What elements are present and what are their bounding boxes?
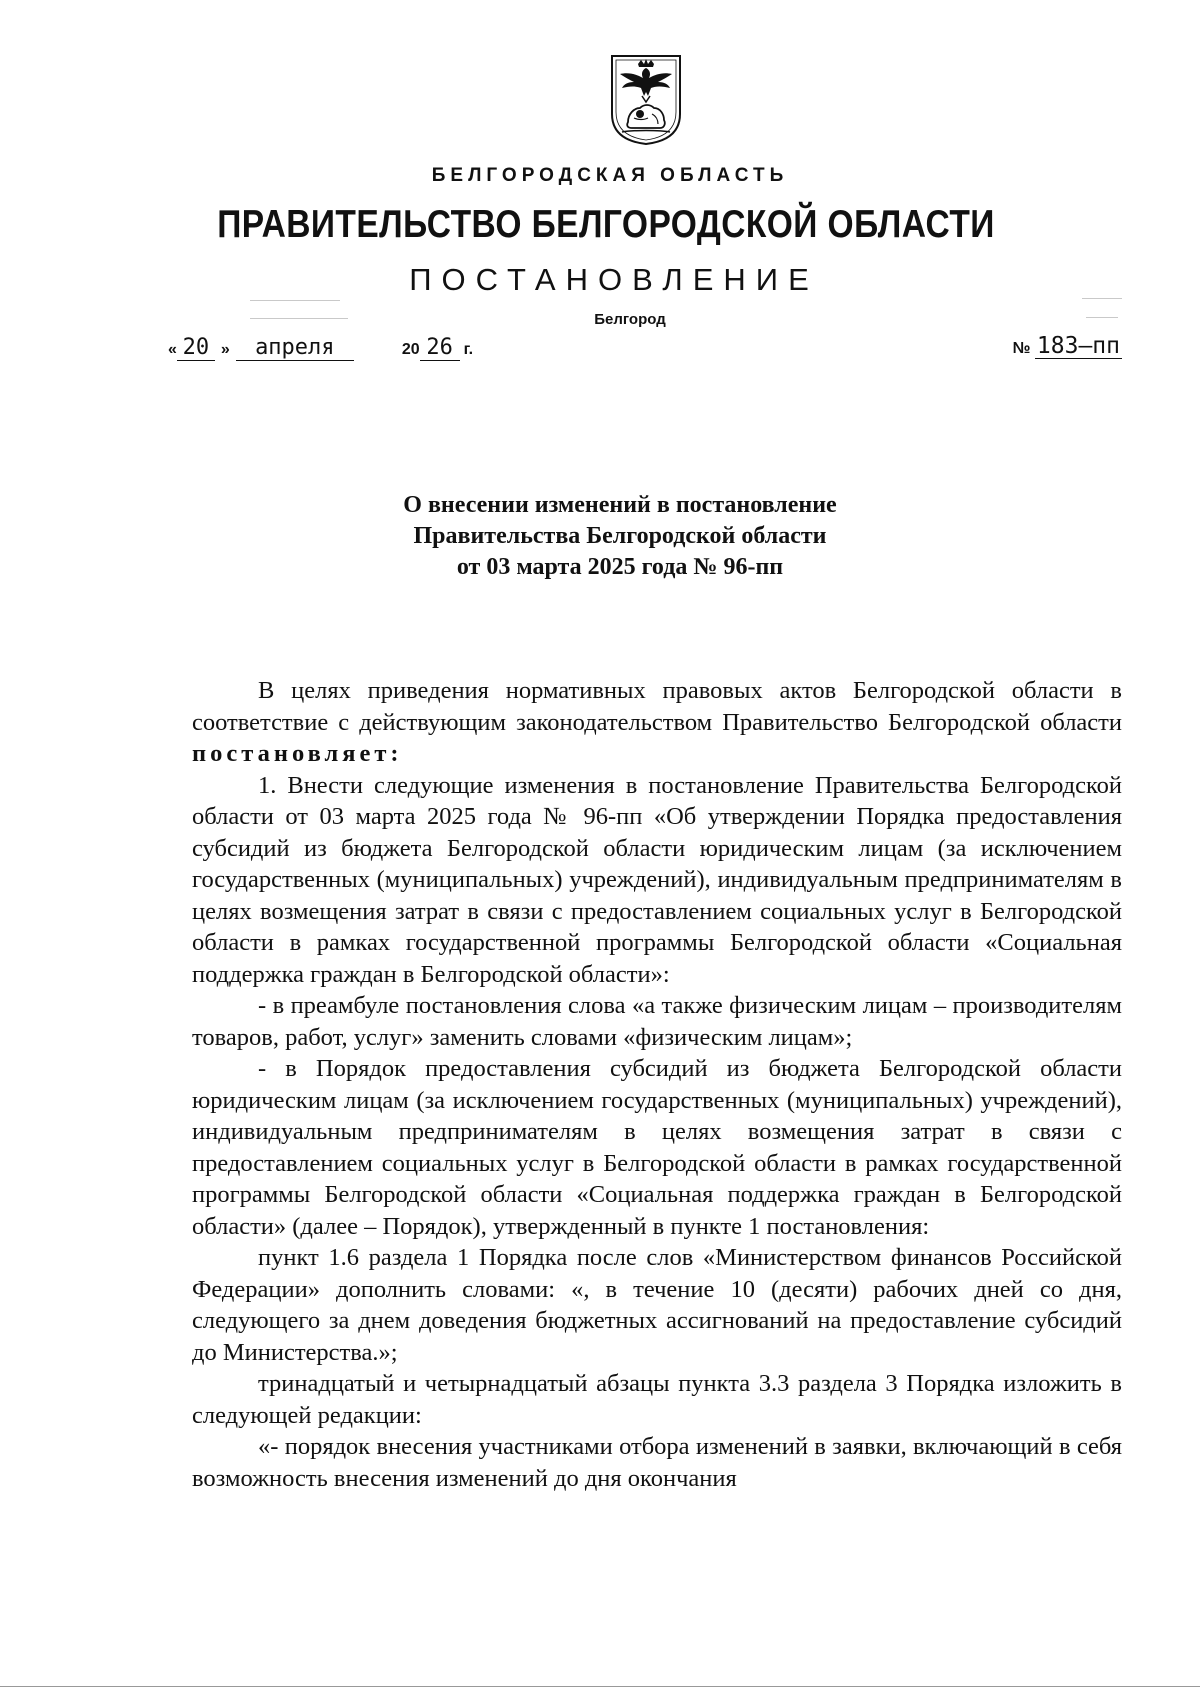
belgorod-coat-of-arms-icon [608,52,684,146]
city-name: Белгород [594,311,666,328]
decree-number [1013,334,1122,359]
paragraph-4: пункт 1.6 раздела 1 Порядка после слов «Министерством финансов Российской Федерации» дополнить словами: «, в течение 10 (десяти) рабочих дней со дня, следующего за днем доведения бюджетных ассигнований на предоставление субсидий до Министерства.»; [192,1244,1122,1366]
paragraph-6: «- порядок внесения участниками отбора изменений в заявки, включающий в себя возможность внесения изменений до дня окончания [192,1433,1122,1492]
document-title [0,490,1200,583]
date-close-quote: » [220,341,230,358]
intro-paragraph [192,675,1122,770]
number-value: 183–пп [1036,333,1120,359]
date-year-abbr: г. [463,341,474,358]
intro-text: В целях приведения нормативных правовых актов Белгородской области в соответствие с действующим законодательством Правительство Белгородской области [192,677,1122,736]
title-line-3: от 03 марта 2025 года № 96-пп [456,554,784,580]
document-type: ПОСТАНОВЛЕНИЕ [409,262,819,297]
title-line-2: Правительства Белгородской области [413,523,827,549]
scan-artifact [250,300,340,301]
scan-artifact [1086,317,1118,318]
title-line-1: О внесении изменений в постановление [403,492,837,518]
scan-artifact [1082,298,1122,299]
number-label: № [1012,340,1031,357]
decrees-word: постановляет: [192,740,403,767]
document-body [192,675,1122,1494]
paragraph-1: 1. Внести следующие изменения в постановление Правительства Белгородской области от 03 марта 2025 года № 96-пп «Об утверждении Порядка предоставления субсидий из бюджета Белгородской области юридическим лицам (за исключением государственных (муниципальных) учреждений), индивидуальным предпринимателям в целях возмещения затрат в связи с предоставлением социальных услуг в Белгородской области в рамках государственной программы Белгородской области «Социальная поддержка граждан в Белгородской области»: [192,771,1122,988]
date-year-prefix: 20 [401,341,420,358]
region-name: БЕЛГОРОДСКАЯ ОБЛАСТЬ [431,165,789,186]
scan-artifact [250,318,348,319]
paragraph-5: тринадцатый и четырнадцатый абзацы пункта 3.3 раздела 3 Порядка изложить в следующей редакции: [192,1370,1122,1429]
paragraph-2: - в преамбуле постановления слова «а также физическим лицам – производителям товаров, работ, услуг» заменить словами «физическим лицам»; [192,992,1122,1051]
government-name: ПРАВИТЕЛЬСТВО БЕЛГОРОДСКОЙ ОБЛАСТИ [217,203,995,246]
date-open-quote: « [168,341,177,358]
date-year-suffix: 26 [420,336,460,361]
date-month: апреля [236,336,354,361]
paragraph-3: - в Порядок предоставления субсидий из бюджета Белгородской области юридическим лицам (за исключением государственных (муниципальных) учреждений), индивидуальным предпринимателям в целях возмещения затрат в связи с предоставлением социальных услуг в Белгородской области в рамках государственной программы Белгородской области «Социальная поддержка граждан в Белгородской области» (далее – Порядок), утвержденный в пункте 1 постановления: [192,1055,1122,1240]
date-day: 20 [177,336,215,361]
decree-date [168,336,473,361]
scan-artifact [0,1686,1200,1687]
